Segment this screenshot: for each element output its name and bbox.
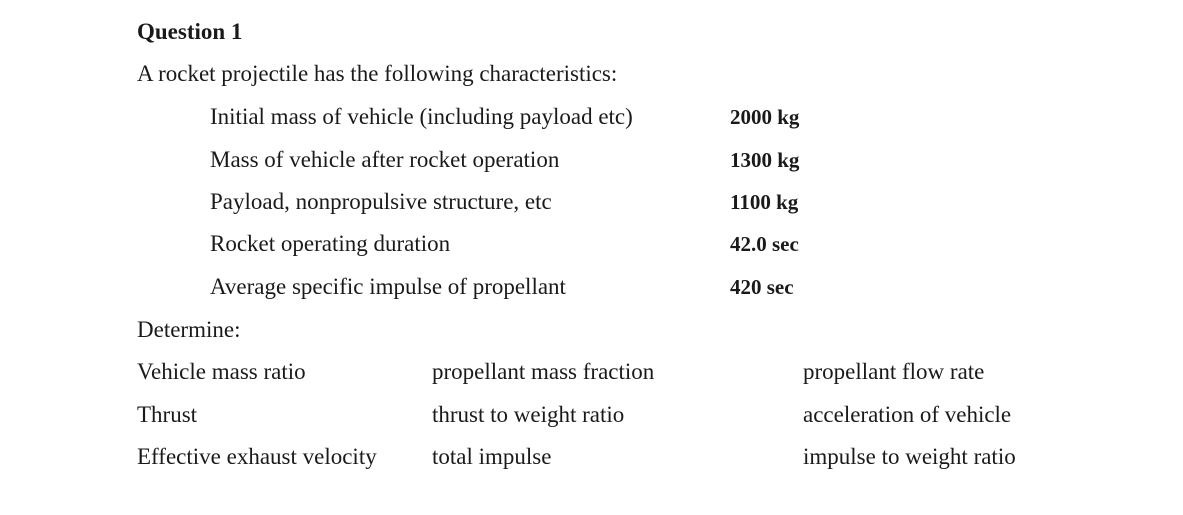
- characteristic-label: Mass of vehicle after rocket operation: [210, 147, 560, 172]
- question-intro: A rocket projectile has the following characteristics:: [137, 61, 618, 86]
- characteristic-label: Initial mass of vehicle (including payload etc): [210, 104, 633, 129]
- characteristic-label: Rocket operating duration: [210, 231, 451, 256]
- determine-item: impulse to weight ratio: [803, 444, 1016, 469]
- determine-item: acceleration of vehicle: [803, 402, 1012, 427]
- characteristic-value: 1300 kg: [730, 148, 800, 172]
- determine-item: thrust to weight ratio: [432, 402, 625, 427]
- determine-item: Effective exhaust velocity: [137, 444, 377, 469]
- characteristic-label: Average specific impulse of propellant: [210, 274, 566, 299]
- characteristic-value: 2000 kg: [730, 105, 800, 129]
- determine-item: total impulse: [432, 444, 552, 469]
- characteristic-label: Payload, nonpropulsive structure, etc: [210, 189, 552, 214]
- characteristic-value: 42.0 sec: [730, 232, 799, 256]
- characteristic-value: 1100 kg: [730, 190, 799, 214]
- characteristic-value: 420 sec: [730, 275, 794, 299]
- determine-item: propellant mass fraction: [432, 359, 655, 384]
- determine-heading: Determine:: [137, 317, 241, 342]
- determine-item: Thrust: [137, 402, 198, 427]
- question-title: Question 1: [137, 19, 243, 44]
- determine-item: propellant flow rate: [803, 359, 985, 384]
- determine-item: Vehicle mass ratio: [137, 359, 306, 384]
